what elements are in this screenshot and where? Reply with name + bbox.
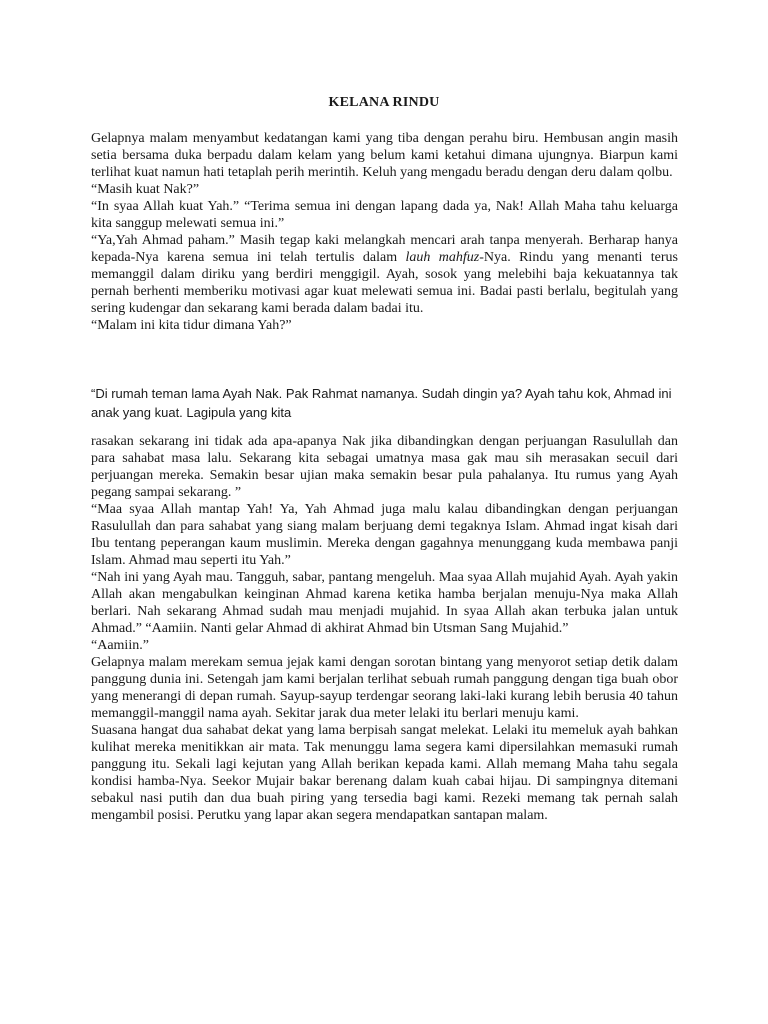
- paragraph: rasakan sekarang ini tidak ada apa-apanya Nak jika dibandingkan dengan perjuangan Rasulullah dan para sahabat masa lalu. Sekarang kita sebagai umatnya masa gak mau sih merasakan secuil dari perjuangan mereka. Semakin besar ujian maka semakin besar pula pahalanya. Itu rumus yang Ayah pegang sampai sekarang. ”: [91, 434, 678, 500]
- paragraph-text: -Nya. Rindu yang menanti terus memanggil dalam diriku yang berdiri menggigil. Ayah, sosok yang melebihi baja kekuatannya tak pernah berhenti memberiku motivasi agar kuat melewati semua ini. Badai pasti berlalu, begitulah yang sering kudengar dan sekarang kami berada dalam badai itu.: [91, 250, 678, 316]
- italic-phrase: lauh mahfuz: [405, 250, 480, 265]
- paragraph: “Maa syaa Allah mantap Yah! Ya, Yah Ahmad juga malu kalau dibandingkan dengan perjuangan Rasulullah dan para sahabat yang siang malam berjuang demi tegaknya Islam. Ahmad ingat kisah dari Ibu tentang peperangan kaum muslimin. Mereka dengan gagahnya menunggang kuda membawa panji Islam. Ahmad mau seperti itu Yah.”: [91, 502, 678, 568]
- paragraph-opening: Gelapnya malam menyambut kedatangan kami yang tiba dengan perahu biru. Hembusan angin masih setia bersama duka berpadu dalam kelam yang belum kami ketahui dimana ujungnya. Biarpun kami terlihat kuat namun hati tetaplah perih merintih. Keluh yang mengadu beradu dengan deru dalam qolbu.: [91, 131, 678, 180]
- dialogue-line: “Malam ini kita tidur dimana Yah?”: [91, 318, 292, 333]
- paragraph: “Nah ini yang Ayah mau. Tangguh, sabar, pantang mengeluh. Maa syaa Allah mujahid Ayah. Ayah yakin Allah akan mengabulkan keinginan Ahmad karena ketika hamba berjalan menuju-Nya maka Allah berlari. Nah sekarang Ahmad sudah mau menjadi mujahid. In syaa Allah akan terbuka jalan untuk Ahmad.” “Aamiin. Nanti gelar Ahmad di akhirat Ahmad bin Utsman Sang Mujahid.”: [91, 570, 678, 636]
- dialogue-line: “Aamiin.”: [91, 638, 149, 653]
- dialogue-line-sans: “Di rumah teman lama Ayah Nak. Pak Rahmat namanya. Sudah dingin ya? Ayah tahu kok, Ahmad ini anak yang kuat. Lagipula yang kita: [91, 386, 672, 420]
- document-title: KELANA RINDU: [328, 95, 440, 110]
- dialogue-line: “In syaa Allah kuat Yah.” “Terima semua ini dengan lapang dada ya, Nak! Allah Maha tahu keluarga kita sanggup melewati semua ini.”: [91, 199, 678, 231]
- story-section-1: [91, 130, 678, 334]
- paragraph-lauh-mahfuz: [91, 232, 678, 317]
- paragraph: Suasana hangat dua sahabat dekat yang lama berpisah sangat melekat. Lelaki itu memeluk ayah bahkan kulihat mereka menitikkan air mata. Tak menunggu lama segera kami dipersilahkan memasuki rumah panggung itu. Sekali lagi kejutan yang Allah berikan kepada kami. Allah memang Maha tahu segala kondisi hamba-Nya. Seekor Mujair bakar berenang dalam kuah cabai hijau. Di sampingnya ditemani sebakul nasi putih dan dua buah piring yang tersedia bagi kami. Rezeki memang tak pernah salah mengambil posisi. Perutku yang lapar akan segera mendapatkan santapan malam.: [91, 723, 678, 823]
- story-section-3: [91, 433, 678, 824]
- paragraph: Gelapnya malam merekam semua jejak kami dengan sorotan bintang yang menyorot setiap detik dalam panggung dunia ini. Setengah jam kami berjalan terlihat sebuah rumah panggung dengan tiga buah obor yang menerangi di depan rumah. Sayup-sayup terdengar seorang laki-laki kurang lebih berusia 40 tahun memanggil-manggil nama ayah. Sekitar jarak dua meter lelaki itu berlari menuju kami.: [91, 655, 678, 721]
- dialogue-line: “Masih kuat Nak?”: [91, 182, 200, 197]
- story-section-2: [91, 384, 678, 422]
- paragraph-text: “Ya,Yah Ahmad paham.” Masih tegap kaki melangkah mencari arah tanpa menyerah. Berharap hanya kepada-Nya karena semua ini telah tertulis dalam: [91, 233, 678, 265]
